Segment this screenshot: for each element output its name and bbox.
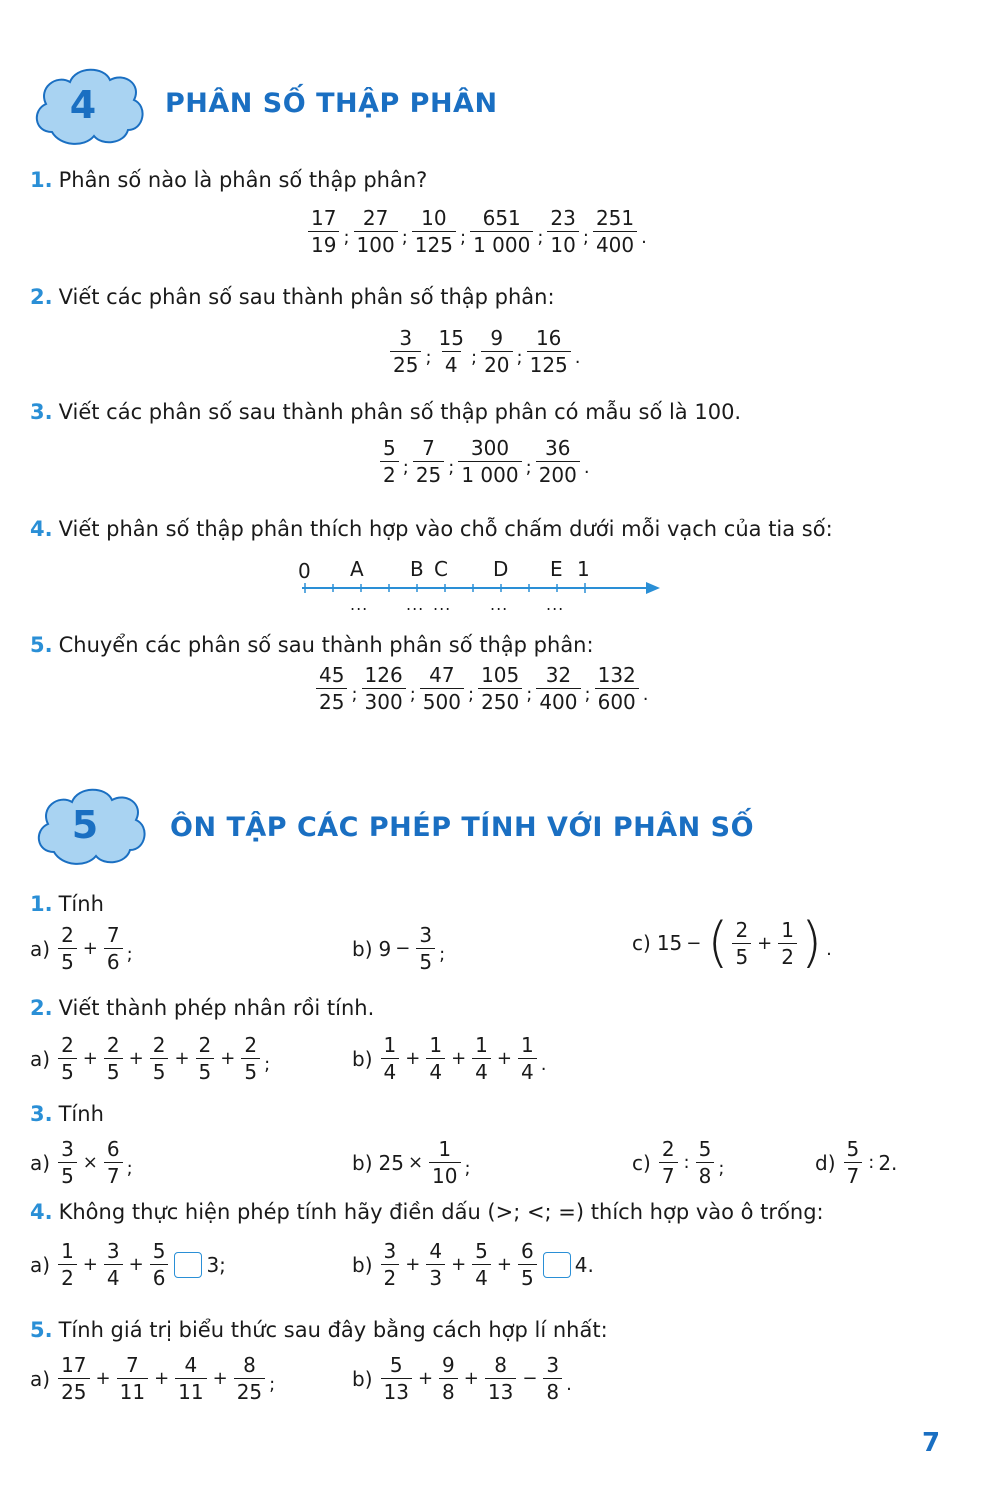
question-text: Tính [58,1102,104,1126]
exercise-3b: b) 25 × $\frac{1}{10}$ ; [352,1137,471,1188]
question-number: 3. [30,1102,53,1126]
question-text: Không thực hiện phép tính hãy điền dấu (>; <; =) thích hợp vào ô trống: [58,1200,824,1224]
exercise-1b: b) 9 − $\frac{3}{5}$ ; [352,923,446,974]
question-4 [30,517,833,541]
fraction-list: $\frac{3}{25}$ ; $\frac{15}{4}$ ; $\frac{9}{20}$ ; $\frac{16}{125}$ . [388,325,583,378]
question-5 [30,633,594,657]
number-line-label: 0 [298,559,311,583]
exercise-3d: d) $\frac{5}{7}$ : 2. [815,1137,898,1188]
question-text: Viết các phân số sau thành phân số thập phân: [58,285,555,309]
question-3 [30,1102,104,1126]
exercise-1c: c) 15 − ( $\frac{2}{5}$ + $\frac{1}{2}$ ) . [632,911,832,974]
question-text: Phân số nào là phân số thập phân? [58,168,428,192]
section-title: PHÂN SỐ THẬP PHÂN [165,88,498,119]
fraction-list: $\frac{17}{19}$ ; $\frac{27}{100}$ ; $\frac{10}{125}$ ; $\frac{651}{1 000}$ ; $\frac{23}{10}$ ; $\frac{251}{400}$ . [306,205,649,258]
question-number: 1. [30,168,53,192]
question-3 [30,400,741,424]
answer-box[interactable] [174,1252,202,1278]
section-4-badge [30,60,150,150]
blank-dots: ... [433,595,452,614]
question-number: 4. [30,517,53,541]
number-line-axis [290,580,665,596]
question-2 [30,285,555,309]
exercise-4a: a) $\frac{1}{2}$ + $\frac{3}{4}$ + $\frac{5}{6}$ 3; [30,1239,226,1290]
exercise-5b: b) $\frac{5}{13}$ + $\frac{9}{8}$ + $\frac{8}{13}$ − $\frac{3}{8}$ . [352,1353,572,1404]
exercise-3c: c) $\frac{2}{7}$ : $\frac{5}{8}$ ; [632,1137,725,1188]
blank-dots: ... [546,595,565,614]
section-title: ÔN TẬP CÁC PHÉP TÍNH VỚI PHÂN SỐ [170,812,755,843]
question-text: Viết các phân số sau thành phân số thập phân có mẫu số là 100. [58,400,742,424]
question-number: 1. [30,892,53,916]
question-text: Viết thành phép nhân rồi tính. [58,996,375,1020]
number-line-label: D [493,557,509,581]
number-line-label: C [434,557,448,581]
question-4 [30,1200,824,1224]
blank-dots: ... [406,595,425,614]
number-line-label: E [550,557,563,581]
question-number: 5. [30,1318,53,1342]
section-number: 5 [71,803,99,847]
answer-box[interactable] [543,1252,571,1278]
exercise-5a: a) $\frac{17}{25}$ + $\frac{7}{11}$ + $\frac{4}{11}$ + $\frac{8}{25}$ ; [30,1353,276,1404]
exercise-1a: a) $\frac{2}{5}$ + $\frac{7}{6}$ ; [30,923,133,974]
question-number: 2. [30,996,53,1020]
number-line-label: B [410,557,424,581]
question-2 [30,996,374,1020]
question-text: Chuyển các phân số sau thành phân số thập phân: [58,633,594,657]
section-5-badge [32,780,152,870]
number-line-label: A [350,557,364,581]
exercise-4b: b) $\frac{3}{2}$ + $\frac{4}{3}$ + $\frac{5}{4}$ + $\frac{6}{5}$ 4. [352,1239,594,1290]
question-number: 4. [30,1200,53,1224]
exercise-3a: a) $\frac{3}{5}$ × $\frac{6}{7}$ ; [30,1137,133,1188]
question-number: 2. [30,285,53,309]
blank-dots: ... [490,595,509,614]
question-text: Tính giá trị biểu thức sau đây bằng cách hợp lí nhất: [58,1318,608,1342]
question-text: Tính [58,892,104,916]
question-1 [30,168,427,192]
question-1 [30,892,104,916]
section-number: 4 [69,83,97,127]
question-number: 5. [30,633,53,657]
number-line-label: 1 [577,557,590,581]
question-5 [30,1318,608,1342]
exercise-2b: b) $\frac{1}{4}$ + $\frac{1}{4}$ + $\frac{1}{4}$ + $\frac{1}{4}$ . [352,1033,547,1084]
question-number: 3. [30,400,53,424]
number-line [290,555,670,615]
exercise-2a: a) $\frac{2}{5}$ + $\frac{2}{5}$ + $\frac{2}{5}$ + $\frac{2}{5}$ + $\frac{2}{5}$ ; [30,1033,271,1084]
fraction-list: $\frac{45}{25}$ ; $\frac{126}{300}$ ; $\frac{47}{500}$ ; $\frac{105}{250}$ ; $\frac{32}{400}$ ; $\frac{132}{600}$ . [314,662,651,715]
page-number: 7 [922,1428,941,1458]
fraction-list: $\frac{5}{2}$ ; $\frac{7}{25}$ ; $\frac{300}{1 000}$ ; $\frac{36}{200}$ . [378,435,592,488]
question-text: Viết phân số thập phân thích hợp vào chỗ chấm dưới mỗi vạch của tia số: [58,517,833,541]
blank-dots: ... [350,595,369,614]
